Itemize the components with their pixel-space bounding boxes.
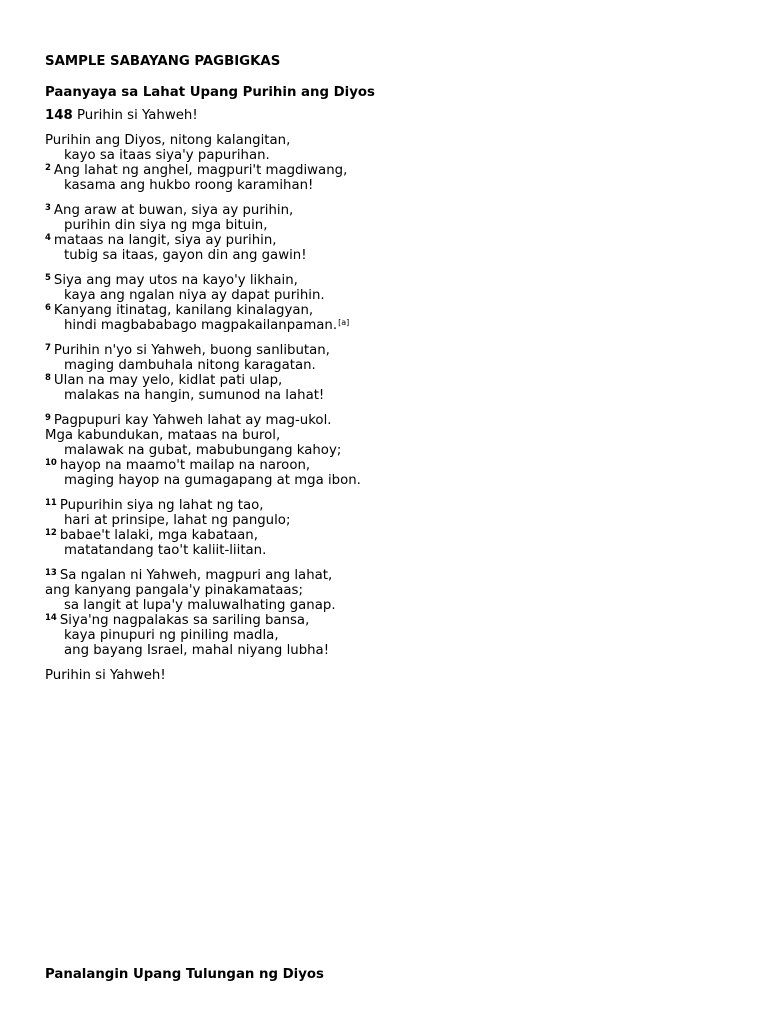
verse-number: 4: [45, 233, 51, 243]
verse-line: [45, 133, 725, 148]
verse-number: 5: [45, 273, 51, 283]
verse-line: [45, 358, 725, 373]
verse-text: Sa ngalan ni Yahweh, magpuri ang lahat,: [59, 568, 333, 583]
verse-line: [45, 303, 725, 318]
stanza: [45, 413, 725, 488]
verse-line: [45, 218, 725, 233]
verse-text: Siya ang may utos na kayo'y likhain,: [53, 273, 298, 288]
stanza: [45, 568, 725, 658]
stanza: [45, 498, 725, 558]
verse-line: [45, 568, 725, 583]
verse-text: tubig sa itaas, gayon din ang gawin!: [64, 248, 307, 263]
verse-number: 2: [45, 163, 51, 173]
verse-line: [45, 583, 725, 598]
verse-number: 3: [45, 203, 51, 213]
verse-text: maging hayop na gumagapang at mga ibon.: [64, 473, 361, 488]
verse-number: 13: [45, 568, 57, 578]
verse-number: 7: [45, 343, 51, 353]
verse-text: hindi magbababago magpakailanpaman.: [64, 318, 338, 333]
closing-line: Purihin si Yahweh!: [45, 668, 166, 683]
verse-line: [45, 513, 725, 528]
verse-line: [45, 148, 725, 163]
verse-line: [45, 248, 725, 263]
verse-text: kaya pinupuri ng piniling madla,: [64, 628, 279, 643]
verse-line: [45, 273, 725, 288]
chapter-number: 148: [45, 108, 73, 123]
footnote-link[interactable]: [a]: [338, 318, 350, 327]
verse-line: [45, 413, 725, 428]
verse-line: [45, 643, 725, 658]
verse-line: [45, 598, 725, 613]
verse-number: 8: [45, 373, 51, 383]
verse-text: babae't lalaki, mga kabataan,: [59, 528, 258, 543]
stanza: [45, 273, 725, 333]
verse-text: Mga kabundukan, mataas na burol,: [45, 428, 281, 443]
verse-text: kasama ang hukbo roong karamihan!: [64, 178, 314, 193]
verse-number: 12: [45, 528, 57, 538]
verse-text: Ang lahat ng anghel, magpuri't magdiwang,: [53, 163, 348, 178]
verse-line: [45, 473, 725, 488]
verse-text: hari at prinsipe, lahat ng pangulo;: [64, 513, 291, 528]
verse-text: Pagpupuri kay Yahweh lahat ay mag-ukol.: [53, 413, 332, 428]
verse-text: Ang araw at buwan, siya ay purihin,: [53, 203, 294, 218]
verse-line: [45, 543, 725, 558]
verse-text: ang kanyang pangala'y pinakamataas;: [45, 583, 303, 598]
verse-text: Ulan na may yelo, kidlat pati ulap,: [53, 373, 283, 388]
verse-text: Kanyang itinatag, kanilang kinalagyan,: [53, 303, 314, 318]
verse-number: 10: [45, 458, 57, 468]
verse-text: kayo sa itaas siya'y papurihan.: [64, 148, 270, 163]
verse-text: malawak na gubat, mabubungang kahoy;: [64, 443, 342, 458]
verse-text: Purihin n'yo si Yahweh, buong sanlibutan,: [53, 343, 330, 358]
verse-line: [45, 428, 725, 443]
stanza: [45, 343, 725, 403]
document-page: [45, 54, 725, 683]
verse-number: 11: [45, 498, 57, 508]
verse-number: 9: [45, 413, 51, 423]
verse-line: [45, 458, 725, 473]
section-heading: Paanyaya sa Lahat Upang Purihin ang Diyos: [45, 85, 375, 100]
verse-text: hayop na maamo't mailap na naroon,: [59, 458, 311, 473]
verse-line: [45, 373, 725, 388]
verse-line: [45, 628, 725, 643]
verse-line: [45, 233, 725, 248]
verse-line: [45, 388, 725, 403]
stanza: [45, 203, 725, 263]
verse-text: kaya ang ngalan niya ay dapat purihin.: [64, 288, 325, 303]
next-section-heading: Panalangin Upang Tulungan ng Diyos: [45, 967, 324, 982]
verse-number: 14: [45, 613, 57, 623]
psalm-stanzas: [45, 133, 725, 658]
verse-line: [45, 288, 725, 303]
document-title: SAMPLE SABAYANG PAGBIGKAS: [45, 54, 281, 69]
verse-line: [45, 343, 725, 358]
verse-line: [45, 203, 725, 218]
verse-text: mataas na langit, siya ay purihin,: [53, 233, 277, 248]
verse-line: [45, 498, 725, 513]
verse-line: [45, 443, 725, 458]
verse-number: 6: [45, 303, 51, 313]
chapter-line: [45, 108, 725, 123]
verse-text: ang bayang Israel, mahal niyang lubha!: [64, 643, 330, 658]
verse-text: purihin din siya ng mga bituin,: [64, 218, 268, 233]
verse-line: [45, 178, 725, 193]
verse-line: [45, 613, 725, 628]
stanza: [45, 133, 725, 193]
verse-text: Pupurihin siya ng lahat ng tao,: [59, 498, 264, 513]
verse-text: matatandang tao't kaliit-liitan.: [64, 543, 267, 558]
verse-text: maging dambuhala nitong karagatan.: [64, 358, 316, 373]
verse-line: [45, 528, 725, 543]
verse-text: malakas na hangin, sumunod na lahat!: [64, 388, 325, 403]
chapter-text: Purihin si Yahweh!: [72, 108, 198, 123]
verse-line: [45, 318, 725, 333]
verse-text: sa langit at lupa'y maluwalhating ganap.: [64, 598, 336, 613]
verse-text: Purihin ang Diyos, nitong kalangitan,: [45, 133, 291, 148]
verse-text: Siya'ng nagpalakas sa sariling bansa,: [59, 613, 310, 628]
verse-line: [45, 163, 725, 178]
